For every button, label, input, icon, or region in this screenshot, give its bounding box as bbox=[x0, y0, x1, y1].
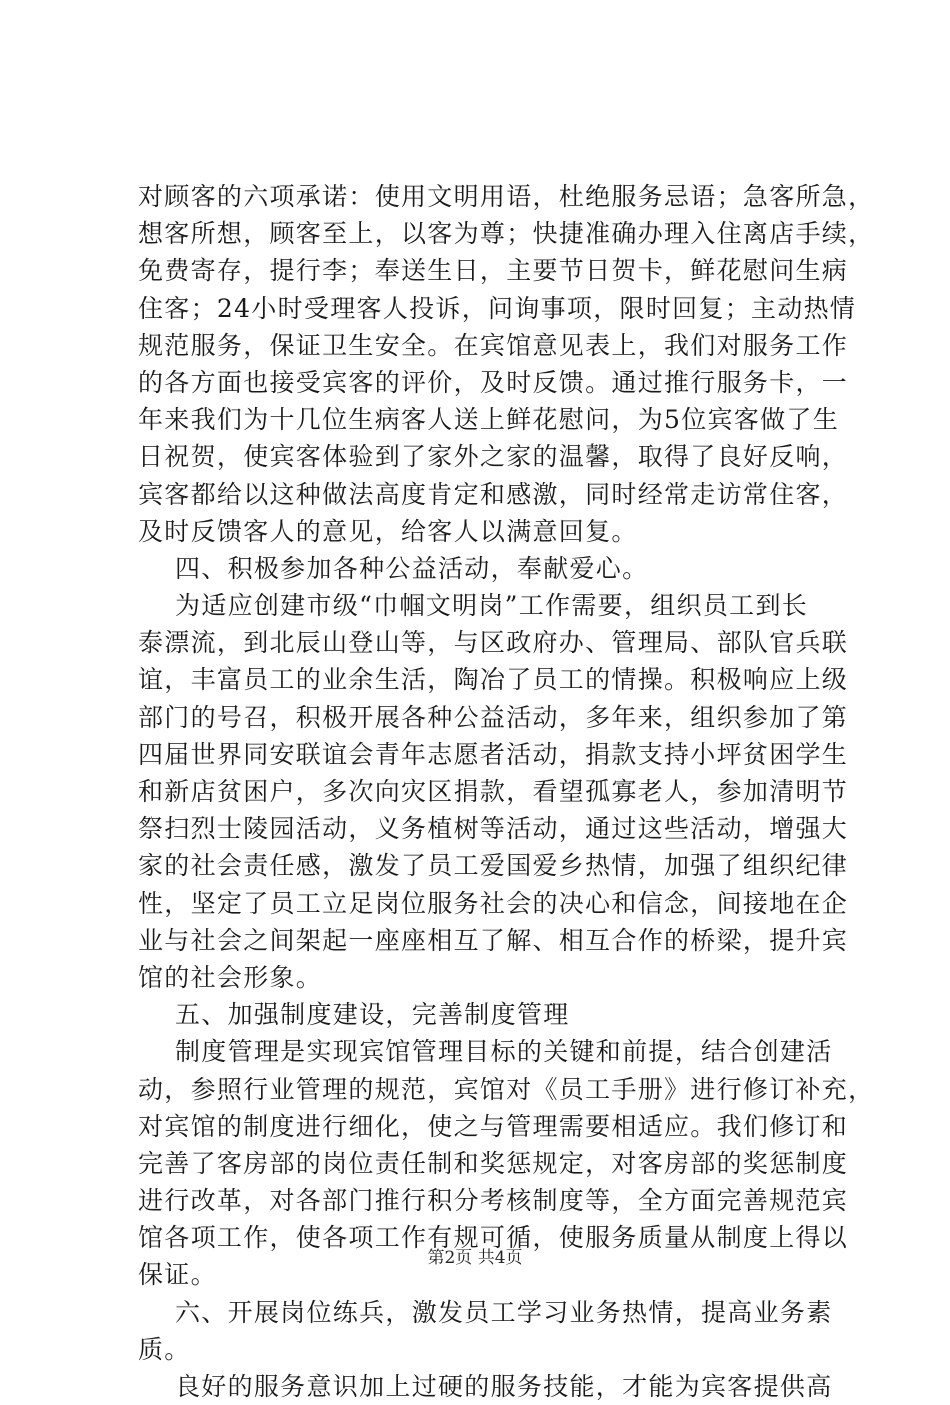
text-line: 六、开展岗位练兵，激发员工学习业务热情，提高业务素 bbox=[138, 1297, 833, 1327]
page-footer: 第2页 共4页 bbox=[427, 1248, 523, 1268]
text-line: 性，坚定了员工立足岗位服务社会的决心和信念，间接地在企 bbox=[138, 888, 849, 918]
text-line: 住客；24小时受理客人投诉，问询事项，限时回复；主动热情 bbox=[138, 293, 857, 323]
text-line: 保证。 bbox=[138, 1260, 217, 1290]
text-line: 完善了客房部的岗位责任制和奖惩规定，对客房部的奖惩制度 bbox=[138, 1148, 849, 1178]
text-line: 制度管理是实现宾馆管理目标的关键和前提，结合创建活 bbox=[138, 1037, 833, 1067]
text-line: 馆的社会形象。 bbox=[138, 962, 323, 992]
text-line: 免费寄存，提行李；奉送生日，主要节日贺卡，鲜花慰问生病 bbox=[138, 256, 849, 286]
text-line: 泰漂流，到北辰山登山等，与区政府办、管理局、部队官兵联 bbox=[138, 628, 849, 658]
text-line: 部门的号召，积极开展各种公益活动，多年来，组织参加了第 bbox=[138, 702, 849, 732]
text-line: 想客所想，顾客至上，以客为尊；快捷准确办理入住离店手续， bbox=[138, 219, 875, 249]
text-line: 馆各项工作，使各项工作有规可循，使服务质量从制度上得以 bbox=[138, 1223, 849, 1253]
text-line: 年来我们为十几位生病客人送上鲜花慰问，为5位宾客做了生 bbox=[138, 405, 840, 435]
text-line: 五、加强制度建设，完善制度管理 bbox=[138, 1000, 570, 1030]
text-line: 宾客都给以这种做法高度肯定和感激，同时经常走访常住客， bbox=[138, 479, 849, 509]
text-line: 对宾馆的制度进行细化，使之与管理需要相适应。我们修订和 bbox=[138, 1111, 849, 1141]
text-line: 规范服务，保证卫生安全。在宾馆意见表上，我们对服务工作 bbox=[138, 330, 849, 360]
text-line: 和新店贫困户，多次向灾区捐款，看望孤寡老人，参加清明节 bbox=[138, 777, 849, 806]
text-line: 及时反馈客人的意见，给客人以满意回复。 bbox=[138, 516, 638, 546]
text-line: 祭扫烈士陵园活动，义务植树等活动，通过这些活动，增强大 bbox=[138, 814, 849, 844]
text-line: 动，参照行业管理的规范，宾馆对《员工手册》进行修订补充， bbox=[138, 1074, 875, 1104]
document-body bbox=[138, 178, 875, 1405]
text-line: 良好的服务意识加上过硬的服务技能，才能为宾客提供高 bbox=[138, 1372, 833, 1401]
text-line: 谊，丰富员工的业余生活，陶冶了员工的情操。积极响应上级 bbox=[138, 665, 849, 695]
text-line: 四届世界同安联谊会青年志愿者活动，捐款支持小坪贫困学生 bbox=[138, 739, 849, 769]
text-line: 质。 bbox=[138, 1334, 191, 1364]
text-line: 日祝贺，使宾客体验到了家外之家的温馨，取得了良好反响， bbox=[138, 442, 849, 472]
text-line: 为适应创建市级“巾帼文明岗”工作需要，组织员工到长 bbox=[138, 591, 809, 621]
text-line: 的各方面也接受宾客的评价，及时反馈。通过推行服务卡，一 bbox=[138, 367, 849, 397]
text-line: 对顾客的六项承诺：使用文明用语，杜绝服务忌语；急客所急， bbox=[138, 182, 875, 211]
text-line: 四、积极参加各种公益活动，奉献爱心。 bbox=[138, 553, 649, 583]
text-line: 进行改革，对各部门推行积分考核制度等，全方面完善规范宾 bbox=[138, 1186, 849, 1216]
text-line: 业与社会之间架起一座座相互了解、相互合作的桥梁，提升宾 bbox=[138, 925, 849, 955]
text-line: 家的社会责任感，激发了员工爱国爱乡热情，加强了组织纪律 bbox=[138, 851, 849, 881]
